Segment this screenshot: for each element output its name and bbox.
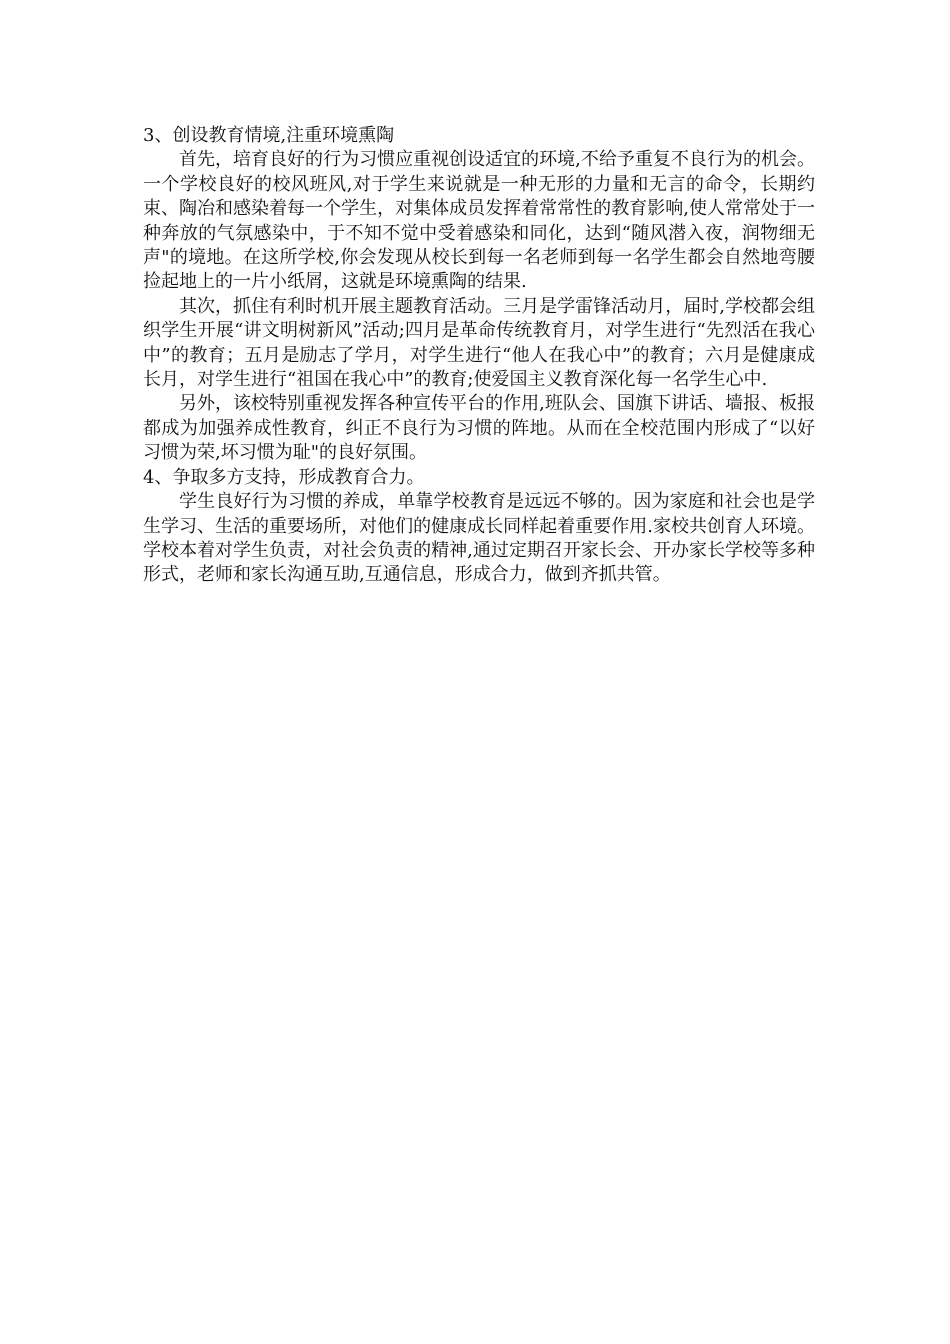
document-body	[143, 124, 815, 588]
paragraph-theme-activities: 其次，抓住有利时机开展主题教育活动。三月是学雷锋活动月，届时,学校都会组织学生开展“讲文明树新风”活动;四月是革命传统教育月，对学生进行“先烈活在我心中”的教育；五月是励志了学月，对学生进行“他人在我心中”的教育；六月是健康成长月，对学生进行“祖国在我心中”的教育;使爱国主义教育深化每一名学生心中.	[143, 295, 815, 391]
section-heading-3: 3、创设教育情境,注重环境熏陶	[143, 125, 395, 146]
section-heading-4: 4、争取多方支持，形成教育合力。	[143, 466, 425, 488]
paragraph-home-school: 学生良好行为习惯的养成，单靠学校教育是远远不够的。因为家庭和社会也是学生学习、生活的重要场所，对他们的健康成长同样起着重要作用.家校共创育人环境。学校本着对学生负责，对社会负责的精神,通过定期召开家长会、开办家长学校等多种形式，老师和家长沟通互助,互通信息，形成合力，做到齐抓共管。	[143, 491, 815, 586]
paragraph-environment: 首先，培育良好的行为习惯应重视创设适宜的环境,不给予重复不良行为的机会。一个学校良好的校风班风,对于学生来说就是一种无形的力量和无言的命令，长期约束、陶冶和感染着每一个学生，对集体成员发挥着常常性的教育影响,使人常常处于一种奔放的气氛感染中，于不知不觉中受着感染和同化，达到“随风潜入夜，润物细无声"的境地。在这所学校,你会发现从校长到每一名老师到每一名学生都会自然地弯腰捡起地上的一片小纸屑，这就是环境熏陶的结果.	[143, 149, 815, 293]
paragraph-publicity-platforms: 另外，该校特别重视发挥各种宣传平台的作用,班队会、国旗下讲话、墙报、板报都成为加强养成性教育，纠正不良行为习惯的阵地。从而在全校范围内形成了“以好习惯为荣,坏习惯为耻"的良好氛围。	[143, 393, 815, 464]
